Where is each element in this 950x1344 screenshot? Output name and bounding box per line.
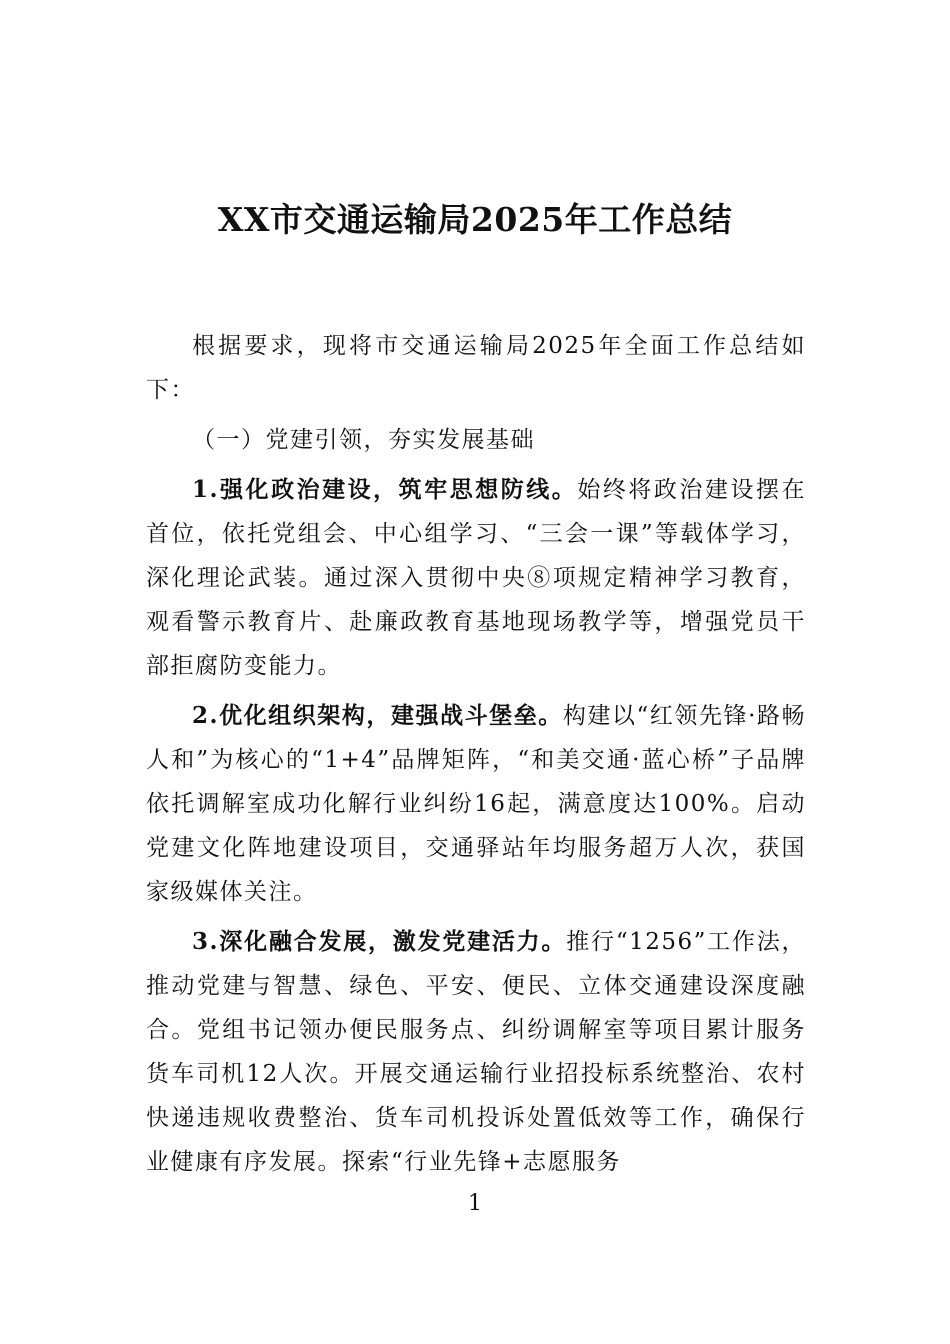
list-item-2 bbox=[146, 694, 806, 914]
intro-paragraph: 根据要求，现将市交通运输局2025年全面工作总结如下： bbox=[146, 333, 806, 403]
item-1-text: 始终将政治建设摆在首位，依托党组会、中心组学习、“三会一课”等载体学习，深化理论武装。通过深入贯彻中央⑧项规定精神学习教育，观看警示教育片、赴廉政教育基地现场教学等，增强党员干部拒腐防变能力。 bbox=[146, 477, 806, 679]
list-item-1 bbox=[146, 468, 806, 688]
item-3-lead: 3.深化融合发展，激发党建活力。 bbox=[192, 928, 567, 955]
document-body bbox=[146, 324, 806, 1184]
section-heading: （一）党建引领，夯实发展基础 bbox=[192, 427, 535, 453]
page-number: 1 bbox=[468, 1191, 482, 1216]
item-3-text: 推行“1256”工作法，推动党建与智慧、绿色、平安、便民、立体交通建设深度融合。党组书记领办便民服务点、纠纷调解室等项目累计服务货车司机12人次。开展交通运输行业招投标系统整治、农村快递违规收费整治、货车司机投诉处置低效等工作，确保行业健康有序发展。探索“行业先锋+志愿服务 bbox=[146, 929, 806, 1175]
item-2-lead: 2.优化组织架构，建强战斗堡垒。 bbox=[192, 702, 563, 729]
document-title: XX市交通运输局2025年工作总结 bbox=[217, 200, 733, 239]
list-item-3 bbox=[146, 920, 806, 1184]
item-2-text: 构建以“红领先锋·路畅人和”为核心的“1+4”品牌矩阵，“和美交通·蓝心桥”子品牌依托调解室成功化解行业纠纷16起，满意度达100%。启动党建文化阵地建设项目，交通驿站年均服务超万人次，获国家级媒体关注。 bbox=[146, 703, 806, 905]
item-1-lead: 1.强化政治建设，筑牢思想防线。 bbox=[192, 476, 578, 503]
